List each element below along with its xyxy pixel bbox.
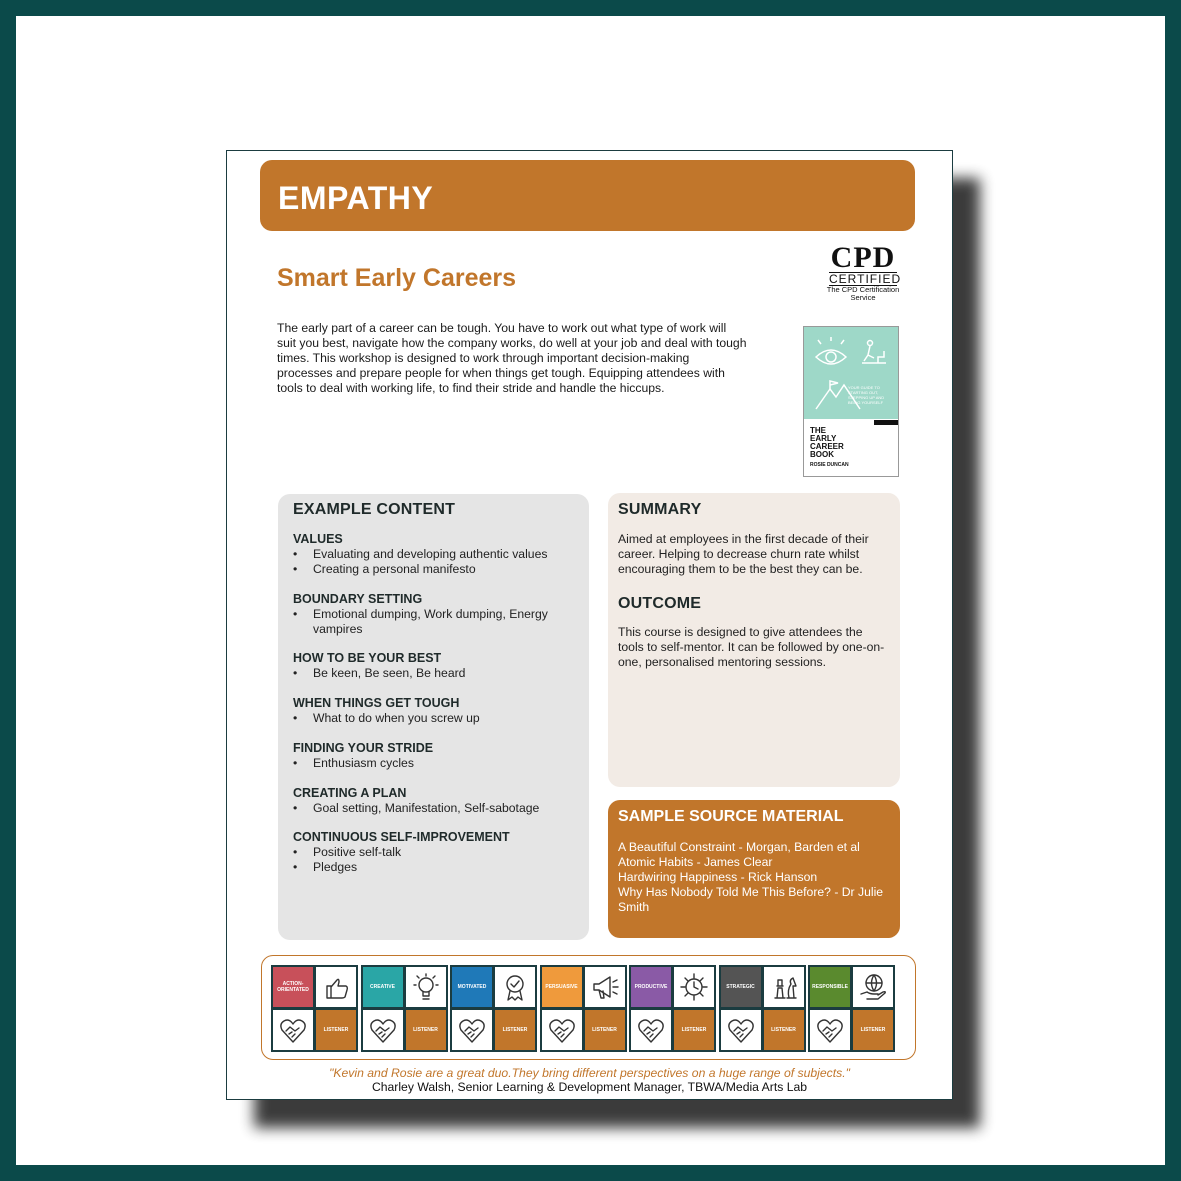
summary-panel	[608, 493, 900, 787]
trait-label: MOTIVATED	[452, 967, 492, 1007]
heart-handshake-icon	[278, 1015, 308, 1045]
heart-hands-icon-cell	[721, 1010, 761, 1050]
trait-badge	[450, 965, 537, 1052]
trait-label: STRATEGIC	[721, 967, 761, 1007]
trait-label: PERSUASIVE	[542, 967, 582, 1007]
source-item: Hardwiring Happiness - Rick Hanson	[618, 870, 818, 884]
book-tagline: YOUR GUIDE TO STARTING OUT, STEPPING UP AND BEING YOURSELF	[848, 385, 885, 405]
heart-handshake-icon	[815, 1015, 845, 1045]
lightbulb-icon	[411, 972, 441, 1002]
heart-hands-icon-cell	[363, 1010, 403, 1050]
chess-icon	[769, 972, 799, 1002]
trait-badge	[271, 965, 358, 1052]
gear-clock-icon	[679, 972, 709, 1002]
example-content-heading: EXAMPLE CONTENT	[293, 501, 456, 518]
heart-hands-icon-cell	[810, 1010, 850, 1050]
award-badge-icon	[500, 972, 530, 1002]
summary-heading: SUMMARY	[618, 501, 702, 518]
trait-icon-cell	[316, 967, 356, 1007]
source-item: Why Has Nobody Told Me This Before? - Dr Julie Smith	[618, 885, 884, 914]
heart-handshake-icon	[547, 1015, 577, 1045]
trait-badges-strip	[261, 955, 916, 1060]
section-title: VALUES	[293, 532, 343, 546]
course-subtitle: Smart Early Careers	[277, 264, 517, 292]
trait-label: RESPONSIBLE	[810, 967, 850, 1007]
trait-listener-label: LISTENER	[853, 1010, 893, 1050]
trait-badge	[719, 965, 806, 1052]
trait-badge	[540, 965, 627, 1052]
title-banner	[260, 160, 915, 231]
heart-handshake-icon	[457, 1015, 487, 1045]
trait-badge	[808, 965, 895, 1052]
cpd-service-text: The CPD Certification Service	[826, 285, 900, 302]
cpd-certified-logo	[823, 241, 903, 306]
testimonial-quote: "Kevin and Rosie are a great duo.They bring different perspectives on a huge range of subjects."	[329, 1066, 850, 1080]
trait-badge	[361, 965, 448, 1052]
trait-icon-cell	[585, 967, 625, 1007]
trait-label: PRODUCTIVE	[631, 967, 671, 1007]
trait-listener-label: LISTENER	[495, 1010, 535, 1050]
summary-text: Aimed at employees in the first decade of their career. Helping to decrease churn rate whilst encouraging them to be the best they can be.	[618, 532, 869, 576]
trait-listener-label: LISTENER	[674, 1010, 714, 1050]
page-title: EMPATHY	[278, 180, 434, 216]
section-title: WHEN THINGS GET TOUGH	[293, 696, 460, 710]
heart-handshake-icon	[726, 1015, 756, 1045]
section-title: CREATING A PLAN	[293, 786, 407, 800]
heart-hands-icon-cell	[452, 1010, 492, 1050]
trait-icon-cell	[853, 967, 893, 1007]
heart-hands-icon-cell	[631, 1010, 671, 1050]
heart-handshake-icon	[636, 1015, 666, 1045]
book-strip	[874, 420, 898, 425]
book-cover	[803, 326, 899, 477]
trait-icon-cell	[674, 967, 714, 1007]
trait-icon-cell	[406, 967, 446, 1007]
trait-listener-label: LISTENER	[585, 1010, 625, 1050]
source-item: Atomic Habits - James Clear	[618, 855, 773, 869]
source-material-heading: SAMPLE SOURCE MATERIAL	[618, 808, 844, 825]
trait-label: ACTION-ORIENTATED	[273, 967, 313, 1007]
heart-hands-icon-cell	[542, 1010, 582, 1050]
section-title: FINDING YOUR STRIDE	[293, 741, 434, 755]
source-material-panel	[608, 800, 900, 938]
trait-listener-label: LISTENER	[316, 1010, 356, 1050]
heart-hands-icon-cell	[273, 1010, 313, 1050]
trait-listener-label: LISTENER	[406, 1010, 446, 1050]
intro-paragraph: The early part of a career can be tough. You have to work out what type of work will suit you best, navigate how the company works, do well at your job and deal with tough times. This workshop is designed to work through important decision-making processes and prepare people for when things get tough. Equipping attendees with tools to deal with working life, to find their stride and handle the hiccups.	[277, 321, 747, 395]
brochure-page	[226, 150, 953, 1100]
section-title: HOW TO BE YOUR BEST	[293, 651, 442, 665]
source-item: A Beautiful Constraint - Morgan, Barden et al	[618, 840, 860, 854]
cpd-logo-text: CPD	[830, 241, 896, 274]
trait-label: CREATIVE	[363, 967, 403, 1007]
cpd-certified-text: CERTIFIED	[829, 272, 902, 286]
trait-badge	[629, 965, 716, 1052]
globe-hand-icon	[858, 972, 888, 1002]
heart-handshake-icon	[368, 1015, 398, 1045]
book-illustration-icons	[804, 327, 898, 419]
section-title: CONTINUOUS SELF-IMPROVEMENT	[293, 830, 510, 844]
trait-icon-cell	[495, 967, 535, 1007]
outcome-heading: OUTCOME	[618, 595, 702, 612]
megaphone-icon	[590, 972, 620, 1002]
book-author: ROSIE DUNCAN	[810, 462, 849, 468]
book-title: THE EARLY CAREER BOOK	[810, 426, 844, 459]
example-content-panel: EXAMPLE CONTENT VALUES • Evaluating and developing authentic values • Creating a personal manifesto BOUNDARY SETTING • Emotional dumping, Work dumping, Energy vampires HOW TO BE YOUR BEST • Be keen, Be seen, Be heard WHEN THINGS GET TOUGH • What to do when you screw up FINDING YOUR STRIDE • Enthusiasm cycles CREATING A PLAN • Goal setting, Manifestation, Self-sabotage CONTINUOUS SELF-IMPROVEMENT • Positive self-talk • Pledges	[278, 494, 589, 940]
trait-listener-label: LISTENER	[764, 1010, 804, 1050]
thumbs-up-icon	[321, 972, 351, 1002]
trait-icon-cell	[764, 967, 804, 1007]
section-title: BOUNDARY SETTING	[293, 592, 423, 606]
testimonial-attribution: Charley Walsh, Senior Learning & Development Manager, TBWA/Media Arts Lab	[371, 1080, 808, 1094]
book-cover-art	[804, 327, 898, 419]
outcome-text: This course is designed to give attendees the tools to self-mentor. It can be followed by one-on-one, personalised mentoring sessions.	[618, 625, 885, 669]
